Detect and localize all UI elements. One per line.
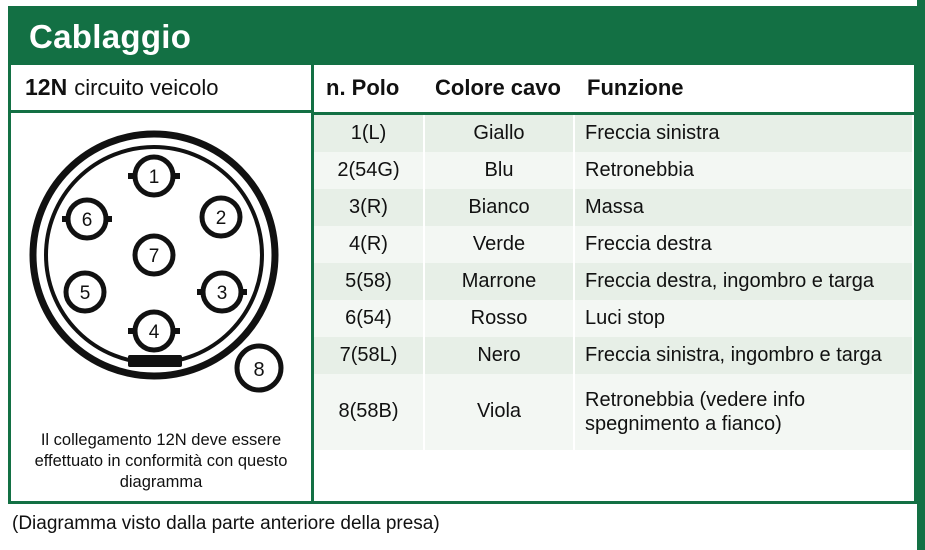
footer-note: (Diagramma visto dalla parte anteriore della presa) [12,513,440,534]
panel-body [11,65,914,501]
cell-color: Rosso [424,300,574,337]
cell-color: Verde [424,226,574,263]
table-row [314,263,913,300]
table-row [314,226,913,263]
svg-text:2: 2 [215,208,227,229]
cell-pole: 3(R) [314,189,424,226]
svg-text:3: 3 [216,283,228,304]
socket-diagram-column [11,65,314,501]
cell-color: Marrone [424,263,574,300]
cell-function: Retronebbia (vedere info spegnimento a fianco) [574,374,913,450]
cell-function: Freccia destra [574,226,913,263]
cell-function: Freccia sinistra [574,113,913,152]
column-header-function: Funzione [574,65,913,113]
svg-text:1: 1 [148,167,160,188]
column-header-pole: n. Polo [314,65,424,113]
right-edge-stripe [917,0,925,550]
table-row [314,152,913,189]
cell-function: Massa [574,189,913,226]
table-row [314,189,913,226]
page-title: Cablaggio [29,18,192,55]
circuit-code: 12N [25,74,68,100]
svg-text:7: 7 [148,246,160,267]
cell-color: Blu [424,152,574,189]
circuit-label: circuito veicolo [74,74,219,100]
cell-function: Luci stop [574,300,913,337]
wiring-table-column [314,65,914,501]
svg-text:8: 8 [253,359,265,381]
table-row [314,337,913,374]
cell-function: Retronebbia [574,152,913,189]
table-row [314,113,913,152]
panel-title-bar [11,9,914,65]
table-row [314,374,913,450]
column-header-cable-color: Colore cavo [424,65,574,113]
cell-pole: 4(R) [314,226,424,263]
cell-color: Giallo [424,113,574,152]
cell-pole: 1(L) [314,113,424,152]
cell-pole: 8(58B) [314,374,424,450]
cell-color: Bianco [424,189,574,226]
cell-function: Freccia destra, ingombro e targa [574,263,913,300]
svg-text:6: 6 [81,210,93,231]
svg-text:5: 5 [79,283,91,304]
svg-text:4: 4 [148,322,160,343]
cell-pole: 2(54G) [314,152,424,189]
cell-function: Freccia sinistra, ingombro e targa [574,337,913,374]
table-header-row [314,65,913,113]
cell-color: Nero [424,337,574,374]
socket-diagram-body [11,113,311,501]
table-row [314,300,913,337]
cell-pole: 6(54) [314,300,424,337]
socket-diagram-heading [11,65,311,113]
cell-pole: 7(58L) [314,337,424,374]
socket-illustration [16,119,306,414]
wiring-table [314,65,914,450]
socket-diagram-caption: Il collegamento 12N deve essere effettuato in conformità con questo diagramma [34,431,288,491]
cell-pole: 5(58) [314,263,424,300]
wiring-panel [8,6,917,504]
cell-color: Viola [424,374,574,450]
